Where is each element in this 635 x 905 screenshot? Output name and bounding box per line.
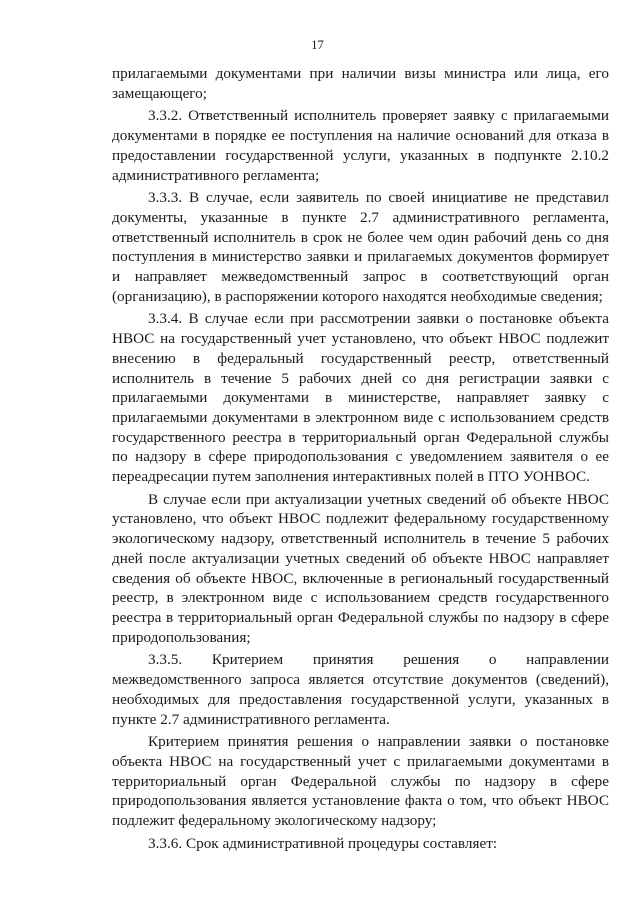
document-body	[112, 64, 609, 853]
paragraph-continuation: прилагаемыми документами при наличии визы министра или лица, его замещающего;	[112, 65, 609, 102]
paragraph-3-3-3: 3.3.3. В случае, если заявитель по своей инициативе не представил документы, указанные в пункте 2.7 административного регламента, ответственный исполнитель в срок не более чем один рабочий день со дня поступления в министерство заявки и прилагаемых документов формирует и направляет межведомственный запрос в соответствующий орган (организацию), в распоряжении которого находятся необходимые сведения;	[112, 189, 609, 305]
paragraph-3-3-5: 3.3.5. Критерием принятия решения о направлении межведомственного запроса является отсутствие документов (сведений), необходимых для предоставления государственной услуги, указанных в пункте 2.7 административного регламента.	[112, 651, 609, 728]
page-number: 17	[311, 38, 324, 52]
paragraph-actualization: В случае если при актуализации учетных сведений об объекте НВОС установлено, что объект НВОС подлежит федеральному государственному экологическому надзору, ответственный исполнитель в течение 5 рабочих дней после актуализации учетных сведений об объекте НВОС направляет сведения об объекте НВОС, включенные в региональный государственный реестр, в электронном виде с использованием средств государственного реестра в территориальный орган Федеральной службы по надзору в сфере природопользования;	[112, 490, 609, 646]
paragraph-3-3-2: 3.3.2. Ответственный исполнитель проверяет заявку с прилагаемыми документами в порядке ее поступления на наличие оснований для отказа в предоставлении государственной услуги, указанных в подпункте 2.10.2 административного регламента;	[112, 107, 609, 184]
paragraph-criterion: Критерием принятия решения о направлении заявки о постановке объекта НВОС на государственный учет с прилагаемыми документами в территориальный орган Федеральной службы по надзору в сфере природопользования является установление факта о том, что объект НВОС подлежит федеральному экологическому надзору;	[112, 733, 609, 830]
paragraph-3-3-4: 3.3.4. В случае если при рассмотрении заявки о постановке объекта НВОС на государственный учет установлено, что объект НВОС подлежит внесению в федеральный государственный реестр, ответственный исполнитель в течение 5 рабочих дней со дня регистрации заявки с прилагаемыми документами в министерстве, направляет заявку с прилагаемыми документами в электронном виде с использованием средств государственного реестра в территориальный орган Федеральной службы по надзору в сфере природопользования с уведомлением заявителя о ее переадресации путем заполнения интерактивных полей в ПТО УОНВОС.	[112, 310, 609, 486]
paragraph-3-3-6: 3.3.6. Срок административной процедуры составляет:	[148, 834, 498, 852]
